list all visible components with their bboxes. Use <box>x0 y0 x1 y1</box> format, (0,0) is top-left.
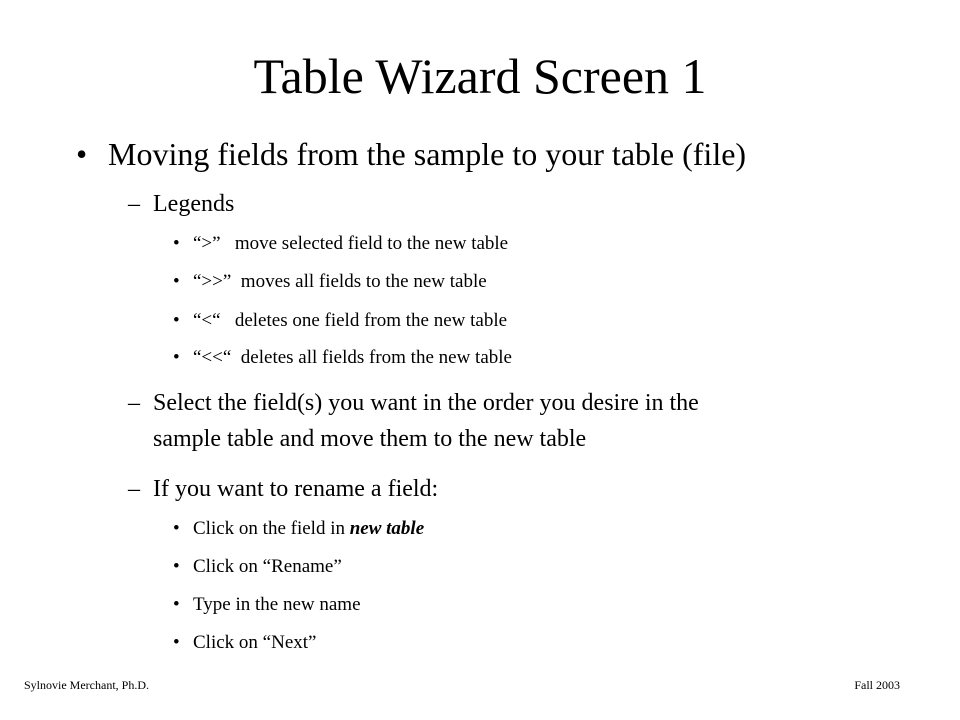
legends-dash: – <box>128 191 140 217</box>
legend-bullet-marker: • <box>173 271 180 292</box>
rename-heading: If you want to rename a field: <box>153 476 439 502</box>
footer-author: Sylnovie Merchant, Ph.D. <box>24 678 149 692</box>
select-instruction-line-2: sample table and move them to the new table <box>153 426 587 452</box>
new-table-emphasis: new table <box>349 518 425 539</box>
rename-bullet-marker: • <box>173 594 180 615</box>
legend-item-delete-all: “<<“ deletes all fields from the new table <box>193 347 512 368</box>
rename-step-click-field <box>193 517 424 541</box>
rename-step-click-field-text: Click on the field in <box>193 518 350 539</box>
main-bullet-text: Moving fields from the sample to your table (file) <box>108 136 747 172</box>
rename-bullet-marker: • <box>173 556 180 577</box>
rename-bullet-marker: • <box>173 518 180 539</box>
legend-item-move-all: “>>” moves all fields to the new table <box>193 271 487 292</box>
legend-bullet-marker: • <box>173 310 180 331</box>
legend-item-delete-one: “<“ deletes one field from the new table <box>193 310 508 331</box>
select-dash: – <box>128 390 140 416</box>
footer-term: Fall 2003 <box>854 678 900 692</box>
select-instruction-line-1: Select the field(s) you want in the order you desire in the <box>153 390 699 416</box>
rename-dash: – <box>128 476 140 502</box>
legend-bullet-marker: • <box>173 233 180 254</box>
rename-step-click-next: Click on “Next” <box>193 632 317 653</box>
rename-step-click-rename: Click on “Rename” <box>193 556 342 577</box>
rename-bullet-marker: • <box>173 632 180 653</box>
legend-bullet-marker: • <box>173 347 180 368</box>
legends-heading: Legends <box>153 191 235 217</box>
legend-item-move-selected: “>” move selected field to the new table <box>193 233 509 254</box>
main-bullet-marker: • <box>76 136 88 172</box>
rename-step-type-name: Type in the new name <box>193 594 361 615</box>
slide-title: Table Wizard Screen 1 <box>253 48 707 104</box>
